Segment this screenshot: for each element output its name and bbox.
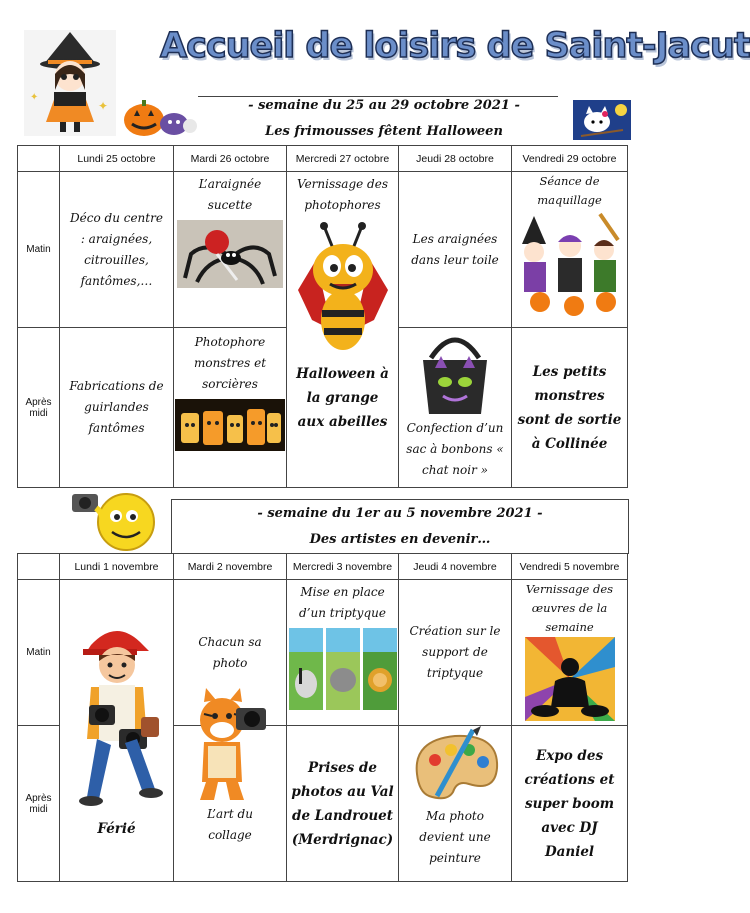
activity-text: Vernissage des photophores [297, 177, 388, 212]
bee-vampire-icon [287, 220, 398, 360]
activity-text: L’art du collage [207, 807, 253, 842]
corner-cell [18, 554, 60, 580]
activity-text: Déco du centre : araignées, citrouilles, fantômes,… [70, 210, 163, 288]
day-header: Vendredi 5 novembre [512, 554, 628, 580]
activity-cell [512, 726, 628, 882]
activity-text: Chacun sa photo [198, 634, 262, 670]
witch-girl-icon [24, 30, 116, 136]
activity-highlight: Expo des créations et super boom avec DJ Daniel [524, 747, 615, 860]
activity-text: Ma photo devient une peinture [419, 809, 491, 865]
activity-text: Fabrications de guirlandes fantômes [69, 379, 164, 435]
day-header: Mardi 26 octobre [174, 146, 287, 172]
week1-table [17, 145, 628, 488]
row-label-matin: Matin [18, 172, 60, 328]
activity-cell [512, 580, 628, 726]
day-header: Jeudi 4 novembre [399, 554, 512, 580]
week2-theme: Des artistes en devenir… [309, 532, 491, 547]
week1-theme: Les frimousses fêtent Halloween [265, 124, 503, 139]
activity-highlight: Férié [97, 820, 136, 837]
activity-highlight: Les petits monstres sont de sortie à Collinée [517, 363, 622, 452]
dj-silhouette-icon [512, 637, 627, 721]
activity-highlight: Halloween à la grange aux abeilles [296, 366, 389, 430]
activity-cell [174, 172, 287, 328]
day-header: Jeudi 28 octobre [399, 146, 512, 172]
day-header: Lundi 1 novembre [60, 554, 174, 580]
svg-text:✦: ✦ [98, 99, 109, 113]
day-header: Mardi 2 novembre [174, 554, 287, 580]
triptych-jungle-icon [287, 628, 398, 710]
svg-text:✦: ✦ [30, 92, 39, 103]
day-header: Vendredi 29 octobre [512, 146, 628, 172]
activity-text: Mise en place d’un triptyque [299, 585, 386, 620]
activity-cell [174, 328, 287, 488]
activity-cell [60, 172, 174, 328]
week2-range: - semaine du 1er au 5 novembre 2021 - [257, 506, 543, 521]
activity-text: Confection d’un sac à bonbons « chat noir » [406, 421, 504, 477]
activity-cell [60, 328, 174, 488]
activity-cell [399, 580, 512, 726]
activity-text: Vernissage des œuvres de la semaine [525, 582, 614, 634]
activity-cell [287, 172, 399, 488]
activity-cell [399, 726, 512, 882]
activity-cell [399, 328, 512, 488]
activity-cell [399, 172, 512, 328]
activity-cell [174, 726, 287, 882]
tiger-camera-icon [174, 686, 286, 804]
week1-rule [198, 96, 558, 97]
activity-text: Séance de maquillage [537, 174, 602, 207]
activity-cell [60, 580, 174, 882]
hello-kitty-icon [573, 100, 631, 140]
activity-text: Photophore monstres et sorcières [193, 335, 267, 391]
row-label-apres-midi: Après midi [18, 726, 60, 882]
pumpkins-icon [122, 94, 197, 138]
activity-cell [512, 328, 628, 488]
black-cat-bag-icon [399, 328, 511, 416]
activity-text: Création sur le support de triptyque [409, 624, 501, 680]
week2-header-box [171, 499, 629, 554]
week1-range: - semaine du 25 au 29 octobre 2021 - [248, 98, 520, 113]
day-header: Mercredi 3 novembre [287, 554, 399, 580]
activity-cell [512, 172, 628, 328]
lollipop-spider-photo [174, 220, 286, 288]
jar-lanterns-photo [174, 399, 286, 451]
palette-icon [399, 726, 511, 804]
activity-cell [287, 580, 399, 726]
corner-cell [18, 146, 60, 172]
photographer-boy-icon [60, 621, 173, 811]
smiley-camera-icon [66, 488, 158, 552]
day-header: Lundi 25 octobre [60, 146, 174, 172]
activity-cell [287, 726, 399, 882]
activity-highlight: Prises de photos au Val de Landrouet (Merdrignac) [291, 759, 394, 848]
row-label-matin: Matin [18, 580, 60, 726]
kids-costumes-photo [512, 210, 627, 320]
row-label-apres-midi: Après midi [18, 328, 60, 488]
activity-text: Les araignées dans leur toile [411, 231, 499, 267]
week2-table [17, 553, 628, 882]
day-header: Mercredi 27 octobre [287, 146, 399, 172]
activity-text: L’araignée sucette [198, 177, 262, 212]
page-title: Accueil de loisirs de Saint-Jacut [160, 26, 750, 66]
